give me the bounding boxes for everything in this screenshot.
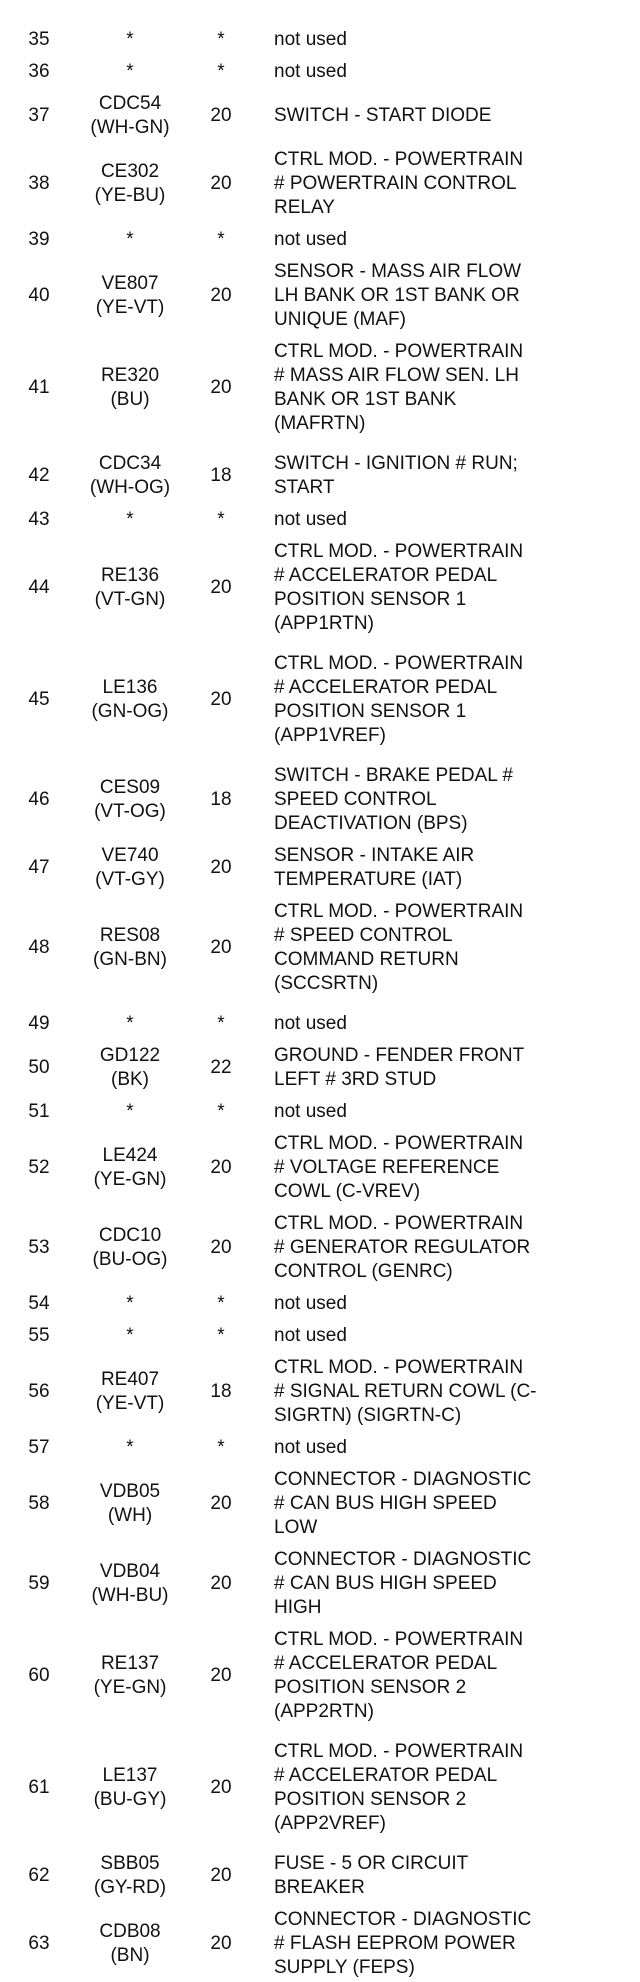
wire-color: (BN) — [110, 1945, 150, 1966]
circuit-id: RES08 — [99, 925, 161, 946]
function-line: UNIQUE (MAF) — [274, 309, 406, 330]
wire-gauge: * — [217, 1325, 225, 1346]
table-row — [0, 842, 640, 894]
pin-number: 37 — [28, 105, 50, 126]
wire-color: (BU) — [110, 389, 150, 410]
pin-number: 50 — [28, 1057, 50, 1078]
wire-gauge: 22 — [210, 1057, 232, 1078]
function-line: # ACCELERATOR PEDAL — [274, 1765, 498, 1786]
circuit-function — [274, 228, 634, 252]
wire-color: (BU-OG) — [92, 1249, 168, 1270]
pin-number: 44 — [28, 577, 50, 598]
circuit-cell — [66, 508, 194, 532]
circuit-function — [274, 1740, 634, 1836]
pin-number: 47 — [28, 857, 50, 878]
function-line: SWITCH - IGNITION # RUN; — [274, 453, 518, 474]
function-line: POSITION SENSOR 2 — [274, 1789, 467, 1810]
function-line: BANK OR 1ST BANK — [274, 389, 457, 410]
pin-number: 53 — [28, 1237, 50, 1258]
table-row — [0, 58, 640, 86]
circuit-function — [274, 148, 634, 220]
circuit-id: SBB05 — [100, 1853, 160, 1874]
circuit-id: * — [126, 1437, 134, 1458]
pin-number: 46 — [28, 789, 50, 810]
function-line: CONNECTOR - DIAGNOSTIC — [274, 1469, 532, 1490]
wire-gauge: 18 — [210, 789, 232, 810]
circuit-id: * — [126, 61, 134, 82]
circuit-id: LE136 — [102, 677, 158, 698]
circuit-cell — [66, 1012, 194, 1036]
table-row — [0, 1738, 640, 1838]
wire-color: (GN-BN) — [93, 949, 167, 970]
circuit-function — [274, 1324, 634, 1348]
circuit-cell — [66, 272, 194, 320]
function-line: (APP2VREF) — [274, 1813, 386, 1834]
function-line: CONNECTOR - DIAGNOSTIC — [274, 1549, 532, 1570]
circuit-function — [274, 1044, 634, 1092]
circuit-id: CDC34 — [98, 453, 162, 474]
wire-gauge: 18 — [210, 1381, 232, 1402]
function-line: # ACCELERATOR PEDAL — [274, 677, 498, 698]
circuit-id: * — [126, 1101, 134, 1122]
function-line: # SPEED CONTROL — [274, 925, 453, 946]
table-row — [0, 450, 640, 502]
wire-gauge: * — [217, 1293, 225, 1314]
table-row — [0, 1626, 640, 1726]
function-line: CTRL MOD. - POWERTRAIN — [274, 541, 524, 562]
circuit-function — [274, 104, 634, 128]
circuit-cell — [66, 844, 194, 892]
circuit-id: VDB05 — [99, 1481, 161, 1502]
table-row — [0, 1010, 640, 1038]
table-row — [0, 1906, 640, 1982]
wire-gauge: * — [217, 1101, 225, 1122]
function-line: COWL (C-VREV) — [274, 1181, 421, 1202]
wire-gauge: 20 — [210, 1237, 232, 1258]
table-row — [0, 1466, 640, 1542]
circuit-function — [274, 652, 634, 748]
function-line: CTRL MOD. - POWERTRAIN — [274, 1357, 524, 1378]
circuit-function — [274, 260, 634, 332]
function-line: CTRL MOD. - POWERTRAIN — [274, 1629, 524, 1650]
table-row — [0, 538, 640, 638]
circuit-cell — [66, 228, 194, 252]
table-row — [0, 1850, 640, 1902]
function-line: not used — [274, 1437, 347, 1458]
function-line: CTRL MOD. - POWERTRAIN — [274, 1213, 524, 1234]
wire-gauge: 20 — [210, 377, 232, 398]
wire-color: (VT-OG) — [94, 801, 166, 822]
table-row — [0, 90, 640, 142]
circuit-id: RE407 — [100, 1369, 160, 1390]
function-line: GROUND - FENDER FRONT — [274, 1045, 525, 1066]
circuit-function — [274, 844, 634, 892]
pin-number: 58 — [28, 1493, 50, 1514]
function-line: (MAFRTN) — [274, 413, 366, 434]
wire-color: (WH-GN) — [90, 117, 170, 138]
pin-number: 39 — [28, 229, 50, 250]
function-line: not used — [274, 1013, 347, 1034]
pin-number: 60 — [28, 1665, 50, 1686]
circuit-cell — [66, 776, 194, 824]
function-line: POSITION SENSOR 1 — [274, 589, 467, 610]
function-line: CTRL MOD. - POWERTRAIN — [274, 653, 524, 674]
table-row — [0, 650, 640, 750]
circuit-cell — [66, 364, 194, 412]
wire-color: (YE-GN) — [93, 1169, 167, 1190]
wire-gauge: 20 — [210, 1865, 232, 1886]
function-line: POSITION SENSOR 1 — [274, 701, 467, 722]
wire-color: (WH-BU) — [91, 1585, 169, 1606]
wire-gauge: 20 — [210, 1157, 232, 1178]
table-row — [0, 26, 640, 54]
wire-gauge: 20 — [210, 1493, 232, 1514]
circuit-function — [274, 1468, 634, 1540]
circuit-id: CDB08 — [99, 1921, 161, 1942]
wire-gauge: 20 — [210, 1777, 232, 1798]
circuit-cell — [66, 1652, 194, 1700]
circuit-cell — [66, 1044, 194, 1092]
pin-number: 57 — [28, 1437, 50, 1458]
circuit-id: VE807 — [101, 273, 159, 294]
wire-color: (BK) — [111, 1069, 149, 1090]
function-line: # ACCELERATOR PEDAL — [274, 1653, 498, 1674]
wire-gauge: 20 — [210, 1665, 232, 1686]
circuit-id: LE424 — [102, 1145, 158, 1166]
function-line: HIGH — [274, 1597, 322, 1618]
wire-gauge: * — [217, 509, 225, 530]
function-line: START — [274, 477, 335, 498]
function-line: RELAY — [274, 197, 335, 218]
pin-number: 48 — [28, 937, 50, 958]
circuit-function — [274, 1356, 634, 1428]
function-line: not used — [274, 229, 347, 250]
circuit-id: * — [126, 229, 134, 250]
table-row — [0, 1098, 640, 1126]
circuit-cell — [66, 1764, 194, 1812]
wire-gauge: 20 — [210, 173, 232, 194]
wire-gauge: 20 — [210, 1573, 232, 1594]
table-row — [0, 338, 640, 438]
circuit-function — [274, 1100, 634, 1124]
function-line: CTRL MOD. - POWERTRAIN — [274, 341, 524, 362]
wire-gauge: 20 — [210, 577, 232, 598]
wire-color: (VT-GY) — [95, 869, 165, 890]
table-row — [0, 226, 640, 254]
circuit-cell — [66, 676, 194, 724]
circuit-id: * — [126, 1325, 134, 1346]
wire-gauge: * — [217, 61, 225, 82]
pin-number: 51 — [28, 1101, 50, 1122]
pin-number: 63 — [28, 1933, 50, 1954]
wire-gauge: 20 — [210, 937, 232, 958]
table-row — [0, 1354, 640, 1430]
circuit-cell — [66, 1144, 194, 1192]
circuit-id: VDB04 — [99, 1561, 161, 1582]
wire-color: (YE-VT) — [95, 297, 165, 318]
circuit-id: VE740 — [101, 845, 159, 866]
pin-number: 42 — [28, 465, 50, 486]
function-line: not used — [274, 29, 347, 50]
wire-gauge: * — [217, 229, 225, 250]
pin-number: 56 — [28, 1381, 50, 1402]
circuit-function — [274, 1628, 634, 1724]
wire-gauge: 20 — [210, 1933, 232, 1954]
function-line: TEMPERATURE (IAT) — [274, 869, 463, 890]
pin-number: 52 — [28, 1157, 50, 1178]
circuit-cell — [66, 1292, 194, 1316]
circuit-id: CE302 — [100, 161, 160, 182]
circuit-cell — [66, 1224, 194, 1272]
function-line: # MASS AIR FLOW SEN. LH — [274, 365, 519, 386]
pin-number: 43 — [28, 509, 50, 530]
circuit-function — [274, 1436, 634, 1460]
pin-number: 45 — [28, 689, 50, 710]
wire-color: (YE-GN) — [93, 1677, 167, 1698]
function-line: not used — [274, 1101, 347, 1122]
function-line: (APP1RTN) — [274, 613, 374, 634]
wire-color: (YE-BU) — [94, 185, 166, 206]
function-line: not used — [274, 61, 347, 82]
function-line: CONTROL (GENRC) — [274, 1261, 453, 1282]
function-line: FUSE - 5 OR CIRCUIT — [274, 1853, 469, 1874]
circuit-id: LE137 — [102, 1765, 158, 1786]
circuit-cell — [66, 564, 194, 612]
circuit-function — [274, 1012, 634, 1036]
pin-number: 61 — [28, 1777, 50, 1798]
function-line: (APP2RTN) — [274, 1701, 374, 1722]
circuit-id: * — [126, 1013, 134, 1034]
wire-color: (GY-RD) — [93, 1877, 167, 1898]
circuit-cell — [66, 1920, 194, 1968]
table-row — [0, 146, 640, 222]
function-line: CTRL MOD. - POWERTRAIN — [274, 901, 524, 922]
pin-number: 38 — [28, 173, 50, 194]
circuit-cell — [66, 92, 194, 140]
wire-gauge: 20 — [210, 857, 232, 878]
pin-number: 49 — [28, 1013, 50, 1034]
function-line: # FLASH EEPROM POWER — [274, 1933, 516, 1954]
table-row — [0, 1290, 640, 1318]
table-row — [0, 1546, 640, 1622]
circuit-id: CDC54 — [98, 93, 162, 114]
circuit-id: RE137 — [100, 1653, 160, 1674]
pin-number: 36 — [28, 61, 50, 82]
table-row — [0, 1130, 640, 1206]
wire-color: (YE-VT) — [95, 1393, 165, 1414]
circuit-function — [274, 764, 634, 836]
table-row — [0, 1322, 640, 1350]
table-row — [0, 258, 640, 334]
function-line: # ACCELERATOR PEDAL — [274, 565, 498, 586]
function-line: not used — [274, 1293, 347, 1314]
circuit-id: GD122 — [99, 1045, 161, 1066]
circuit-function — [274, 1548, 634, 1620]
function-line: CONNECTOR - DIAGNOSTIC — [274, 1909, 532, 1930]
circuit-function — [274, 1908, 634, 1980]
wire-gauge: * — [217, 29, 225, 50]
pin-number: 59 — [28, 1573, 50, 1594]
function-line: not used — [274, 509, 347, 530]
pin-number: 62 — [28, 1865, 50, 1886]
circuit-function — [274, 900, 634, 996]
wire-gauge: 18 — [210, 465, 232, 486]
wire-color: (WH-OG) — [89, 477, 171, 498]
table-row — [0, 506, 640, 534]
function-line: not used — [274, 1325, 347, 1346]
wire-color: (VT-GN) — [94, 589, 166, 610]
function-line: # GENERATOR REGULATOR — [274, 1237, 531, 1258]
circuit-cell — [66, 1436, 194, 1460]
circuit-id: * — [126, 1293, 134, 1314]
function-line: # POWERTRAIN CONTROL — [274, 173, 517, 194]
function-line: POSITION SENSOR 2 — [274, 1677, 467, 1698]
function-line: SENSOR - INTAKE AIR — [274, 845, 475, 866]
function-line: COMMAND RETURN — [274, 949, 459, 970]
wire-gauge: * — [217, 1437, 225, 1458]
circuit-id: RE136 — [100, 565, 160, 586]
wire-color: (BU-GY) — [93, 1789, 167, 1810]
circuit-function — [274, 60, 634, 84]
pin-number: 35 — [28, 29, 50, 50]
circuit-function — [274, 28, 634, 52]
circuit-function — [274, 508, 634, 532]
function-line: LEFT # 3RD STUD — [274, 1069, 437, 1090]
wire-gauge: * — [217, 1013, 225, 1034]
table-row — [0, 762, 640, 838]
function-line: SPEED CONTROL — [274, 789, 437, 810]
function-line: BREAKER — [274, 1877, 365, 1898]
function-line: CTRL MOD. - POWERTRAIN — [274, 149, 524, 170]
table-row — [0, 1434, 640, 1462]
function-line: SWITCH - START DIODE — [274, 105, 492, 126]
pin-number: 40 — [28, 285, 50, 306]
circuit-cell — [66, 1368, 194, 1416]
table-row — [0, 898, 640, 998]
function-line: SWITCH - BRAKE PEDAL # — [274, 765, 513, 786]
function-line: SENSOR - MASS AIR FLOW — [274, 261, 522, 282]
pin-number: 55 — [28, 1325, 50, 1346]
function-line: CTRL MOD. - POWERTRAIN — [274, 1741, 524, 1762]
function-line: DEACTIVATION (BPS) — [274, 813, 468, 834]
wire-color: (GN-OG) — [91, 701, 169, 722]
circuit-function — [274, 340, 634, 436]
circuit-function — [274, 1132, 634, 1204]
circuit-cell — [66, 452, 194, 500]
circuit-id: RE320 — [100, 365, 160, 386]
table-row — [0, 1042, 640, 1094]
circuit-function — [274, 1212, 634, 1284]
circuit-function — [274, 452, 634, 500]
function-line: # CAN BUS HIGH SPEED — [274, 1573, 497, 1594]
table-row — [0, 1210, 640, 1286]
function-line: # SIGNAL RETURN COWL (C- — [274, 1381, 537, 1402]
circuit-cell — [66, 1100, 194, 1124]
function-line: CTRL MOD. - POWERTRAIN — [274, 1133, 524, 1154]
wire-gauge: 20 — [210, 689, 232, 710]
circuit-id: CES09 — [99, 777, 161, 798]
wire-gauge: 20 — [210, 285, 232, 306]
circuit-cell — [66, 60, 194, 84]
function-line: LOW — [274, 1517, 318, 1538]
circuit-cell — [66, 160, 194, 208]
circuit-id: CDC10 — [98, 1225, 162, 1246]
circuit-cell — [66, 1852, 194, 1900]
function-line: # VOLTAGE REFERENCE — [274, 1157, 500, 1178]
function-line: (APP1VREF) — [274, 725, 386, 746]
wire-gauge: 20 — [210, 105, 232, 126]
function-line: # CAN BUS HIGH SPEED — [274, 1493, 497, 1514]
circuit-cell — [66, 28, 194, 52]
function-line: LH BANK OR 1ST BANK OR — [274, 285, 520, 306]
circuit-function — [274, 1292, 634, 1316]
function-line: SUPPLY (FEPS) — [274, 1957, 415, 1978]
wire-color: (WH) — [107, 1505, 153, 1526]
circuit-cell — [66, 1480, 194, 1528]
circuit-id: * — [126, 29, 134, 50]
circuit-function — [274, 540, 634, 636]
function-line: SIGRTN) (SIGRTN-C) — [274, 1405, 462, 1426]
circuit-function — [274, 1852, 634, 1900]
function-line: (SCCSRTN) — [274, 973, 379, 994]
pin-number: 54 — [28, 1293, 50, 1314]
circuit-id: * — [126, 509, 134, 530]
circuit-cell — [66, 1560, 194, 1608]
circuit-cell — [66, 1324, 194, 1348]
circuit-cell — [66, 924, 194, 972]
pin-number: 41 — [28, 377, 50, 398]
